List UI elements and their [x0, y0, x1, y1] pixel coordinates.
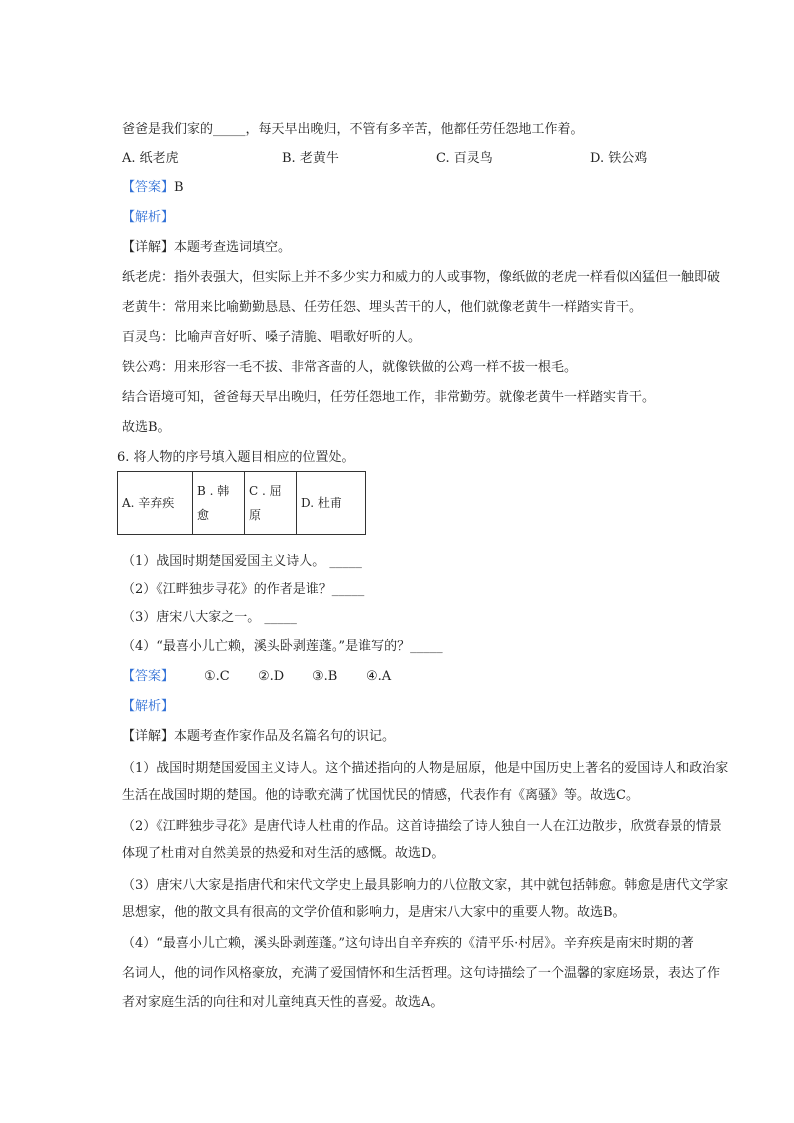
cell-b-line1: B . 韩 — [197, 484, 230, 498]
cell-c-line2: 原 — [249, 508, 262, 522]
q5-detail-line: 铁公鸡：用来形容一毛不拔、非常吝啬的人，就像铁做的公鸡一样不拔一根毛。 — [122, 360, 578, 375]
q6-detail-line: 者对家庭生活的向往和对儿童纯真天性的喜爱。故选A。 — [122, 995, 444, 1010]
q6-detail-line — [122, 728, 395, 746]
q5-answer — [122, 179, 184, 197]
detail-text: 本题考查作家作品及名篇名句的识记。 — [174, 729, 396, 744]
q5-option-c: C. 百灵鸟 — [436, 151, 493, 166]
table-cell-a: A. 辛弃疾 — [118, 472, 193, 535]
table-cell-d: D. 杜甫 — [297, 472, 366, 535]
answer-value: B — [174, 180, 184, 195]
q5-detail-line: 结合语境可知，爸爸每天早出晚归，任劳任怨地工作，非常勤劳。就像老黄牛一样踏实肯干。 — [122, 390, 656, 405]
q6-question: （3）唐宋八大家之一。 _____ — [122, 610, 297, 625]
q5-detail-line: 纸老虎：指外表强大，但实际上并不多少实力和威力的人或事物，像纸做的老虎一样看似凶猛但一触即破 — [122, 270, 721, 285]
q5-detail-line: 故选B。 — [122, 420, 171, 435]
q6-detail-line: （2）《江畔独步寻花》是唐代诗人杜甫的作品。这首诗描绘了诗人独自一人在江边散步，欣赏春景的情景 — [122, 819, 722, 834]
cell-b-line2: 愈 — [197, 508, 210, 522]
q6-detail-line: 思想家，他的散文具有很高的文学价值和影响力，是唐宋八大家中的重要人物。故选B。 — [122, 905, 626, 920]
q6-detail-line: 生活在战国时期的楚国。他的诗歌充满了忧国忧民的情感，代表作有《离骚》等。故选C。 — [122, 788, 639, 803]
answer-tag: 【答案】 — [122, 180, 175, 195]
people-table — [117, 471, 366, 535]
table-cell-b — [193, 472, 245, 535]
q6-answer-1: ①.C — [204, 669, 230, 684]
detail-tag: 【详解】 — [122, 240, 175, 255]
detail-text: 本题考查选词填空。 — [174, 240, 292, 255]
q6-answer-tag: 【答案】 — [122, 669, 175, 684]
q6-answer-4: ④.A — [366, 669, 392, 684]
q6-detail-line: 名词人，他的词作风格豪放，充满了爱国情怀和生活哲理。这句诗描绘了一个温馨的家庭场景，表达了作 — [122, 966, 721, 981]
q5-option-b: B. 老黄牛 — [282, 151, 339, 166]
q6-detail-line: 体现了杜甫对自然美景的热爱和对生活的感慨。故选D。 — [122, 846, 445, 861]
q5-option-d: D. 铁公鸡 — [590, 151, 648, 166]
q5-detail-line: 百灵鸟：比喻声音好听、嗓子清脆、唱歌好听的人。 — [122, 330, 422, 345]
q6-stem: 6. 将人物的序号填入题目相应的位置处。 — [117, 450, 355, 465]
q6-answer-2: ②.D — [258, 669, 285, 684]
q5-option-a: A. 纸老虎 — [122, 151, 179, 166]
q6-analysis-tag: 【解析】 — [122, 699, 175, 714]
q6-question: （2）《江畔独步寻花》的作者是谁？_____ — [122, 582, 365, 597]
q5-stem: 爸爸是我们家的_____，每天早出晚归，不管有多辛苦，他都任劳任怨地工作着。 — [122, 122, 584, 137]
q6-question: （1）战国时期楚国爱国主义诗人。 _____ — [122, 554, 362, 569]
q5-detail-line: 老黄牛：常用来比喻勤勤恳恳、任劳任怨、埋头苦干的人，他们就像老黄牛一样踏实肯干。 — [122, 300, 643, 315]
q5-analysis-tag: 【解析】 — [122, 210, 175, 225]
q6-detail-line: （4）“最喜小儿亡赖，溪头卧剥莲蓬。”这句诗出自辛弃疾的《清平乐·村居》。辛弃疾是南宋时期的著 — [122, 936, 694, 951]
q6-question: （4）“最喜小儿亡赖，溪头卧剥莲蓬。”是谁写的？_____ — [122, 639, 443, 654]
detail-tag: 【详解】 — [122, 729, 175, 744]
cell-c-line1: C . 屈 — [249, 484, 282, 498]
q6-detail-line: （1）战国时期楚国爱国主义诗人。这个描述指向的人物是屈原，他是中国历史上著名的爱国诗人和政治家 — [122, 761, 729, 776]
table-cell-c — [245, 472, 297, 535]
q5-detail-line — [122, 239, 291, 257]
q6-detail-line: （3）唐宋八大家是指唐代和宋代文学史上最具影响力的八位散文家，其中就包括韩愈。韩愈是唐代文学家 — [122, 878, 729, 893]
q6-answer-3: ③.B — [312, 669, 338, 684]
